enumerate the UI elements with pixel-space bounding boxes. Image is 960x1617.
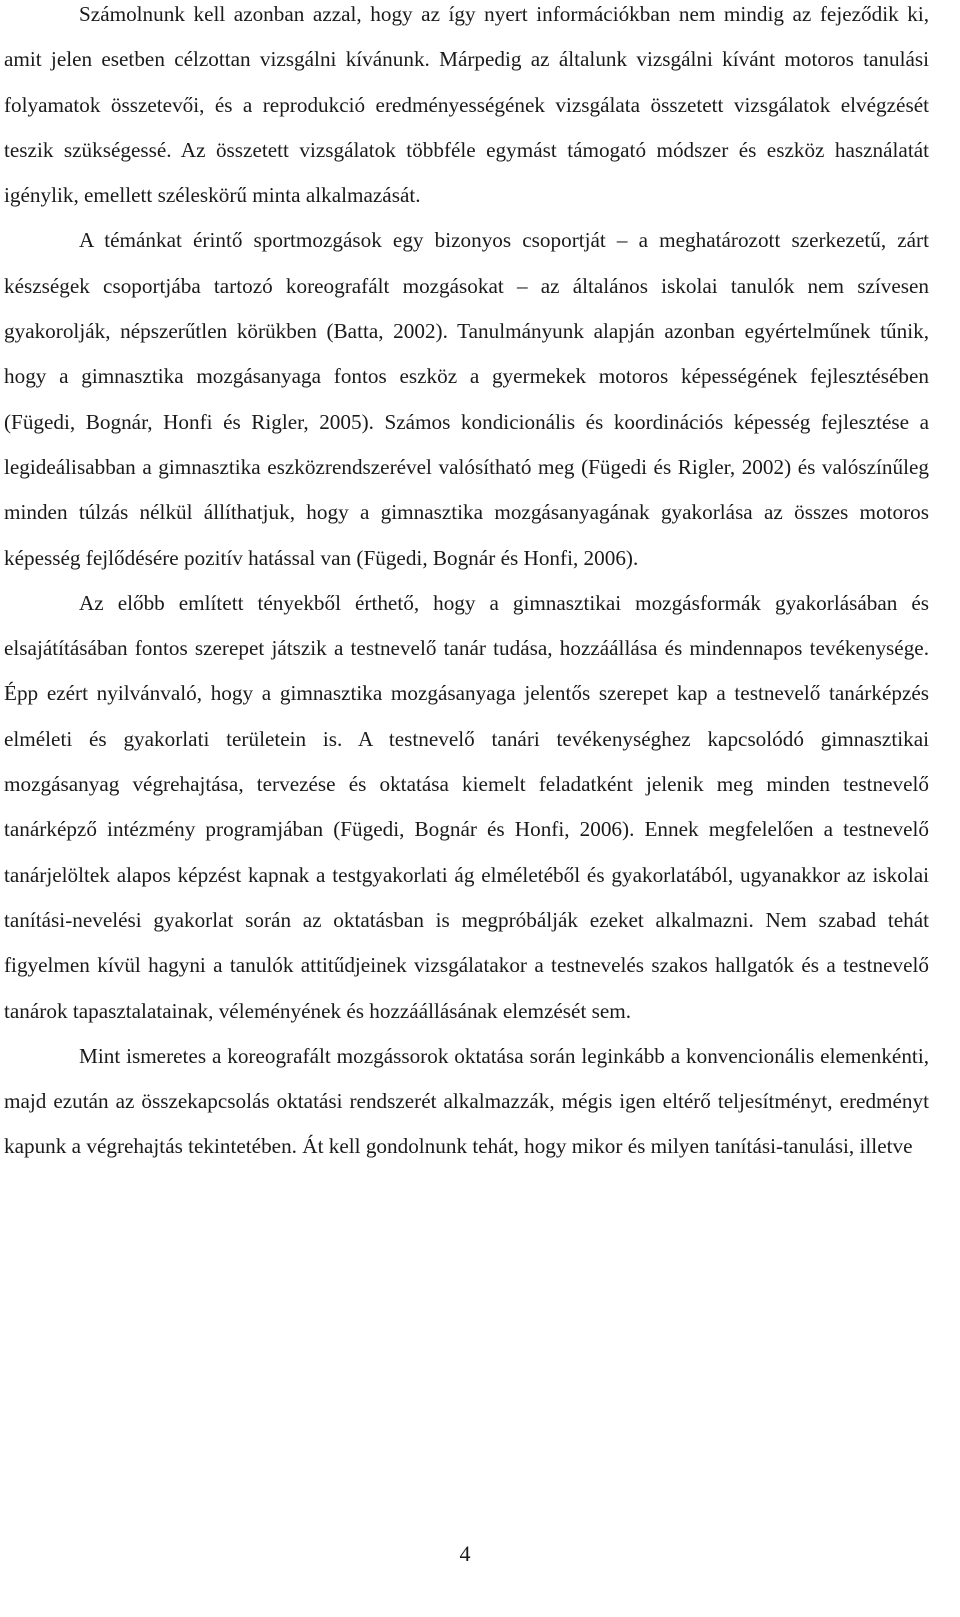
paragraph-1: Számolnunk kell azonban azzal, hogy az így nyert információkban nem mindig az fejeződik ki, amit jelen esetben célzottan vizsgálni kívánunk. Márpedig az általunk vizsgálni kívánt motoros tanulási folyamatok összetevői, és a reprodukció eredményességének vizsgálata összetett vizsgálatok elvégzését teszik szükségessé. Az összetett vizsgálatok többféle egymást támogató módszer és eszköz használatát igénylik, emellett széleskörű minta alkalmazását. <box>4 2 929 208</box>
body-text <box>4 0 929 1170</box>
paragraph-2: A témánkat érintő sportmozgások egy bizonyos csoportját – a meghatározott szerkezetű, zárt készségek csoportjába tartozó koreografált mozgásokat – az általános iskolai tanulók nem szívesen gyakorolják, népszerűtlen körükben (Batta, 2002). Tanulmányunk alapján azonban egyértelműnek tűnik, hogy a gimnasztika mozgásanyaga fontos eszköz a gyermekek motoros képességének fejlesztésében (Fügedi, Bognár, Honfi és Rigler, 2005). Számos kondicionális és koordinációs képesség fejlesztése a legideálisabban a gimnasztika eszközrendszerével valósítható meg (Fügedi és Rigler, 2002) és valószínűleg minden túlzás nélkül állíthatjuk, hogy a gimnasztika mozgásanyagának gyakorlása az összes motoros képesség fejlődésére pozitív hatással van (Fügedi, Bognár és Honfi, 2006). <box>4 228 929 570</box>
page-number: 4 <box>459 1541 471 1566</box>
paragraph-4: Mint ismeretes a koreografált mozgássorok oktatása során leginkább a konvencionális elemenkénti, majd ezután az összekapcsolás oktatási rendszerét alkalmazzák, mégis igen eltérő teljesítményt, eredményt kapunk a végrehajtás tekintetében. Át kell gondolnunk tehát, hogy mikor és milyen tanítási-tanulási, illetve <box>4 1043 929 1159</box>
paragraph-3: Az előbb említett tényekből érthető, hogy a gimnasztikai mozgásformák gyakorlásában és elsajátításában fontos szerepet játszik a testnevelő tanár tudása, hozzáállása és mindennapos tevékenysége. Épp ezért nyilvánvaló, hogy a gimnasztika mozgásanyaga jelentős szerepet kap a testnevelő tanárképzés elméleti és gyakorlati területein is. A testnevelő tanári tevékenységhez kapcsolódó gimnasztikai mozgásanyag végrehajtása, tervezése és oktatása kiemelt feladatként jelenik meg minden testnevelő tanárképző intézmény programjában (Fügedi, Bognár és Honfi, 2006). Ennek megfelelően a testnevelő tanárjelöltek alapos képzést kapnak a testgyakorlati ág elméletéből és gyakorlatából, ugyanakkor az iskolai tanítási-nevelési gyakorlat során az oktatásban is megpróbálják ezeket alkalmazni. Nem szabad tehát figyelmen kívül hagyni a tanulók attitűdjeinek vizsgálatakor a testnevelés szakos hallgatók és a testnevelő tanárok tapasztalatainak, véleményének és hozzáállásának elemzését sem. <box>4 590 929 1023</box>
